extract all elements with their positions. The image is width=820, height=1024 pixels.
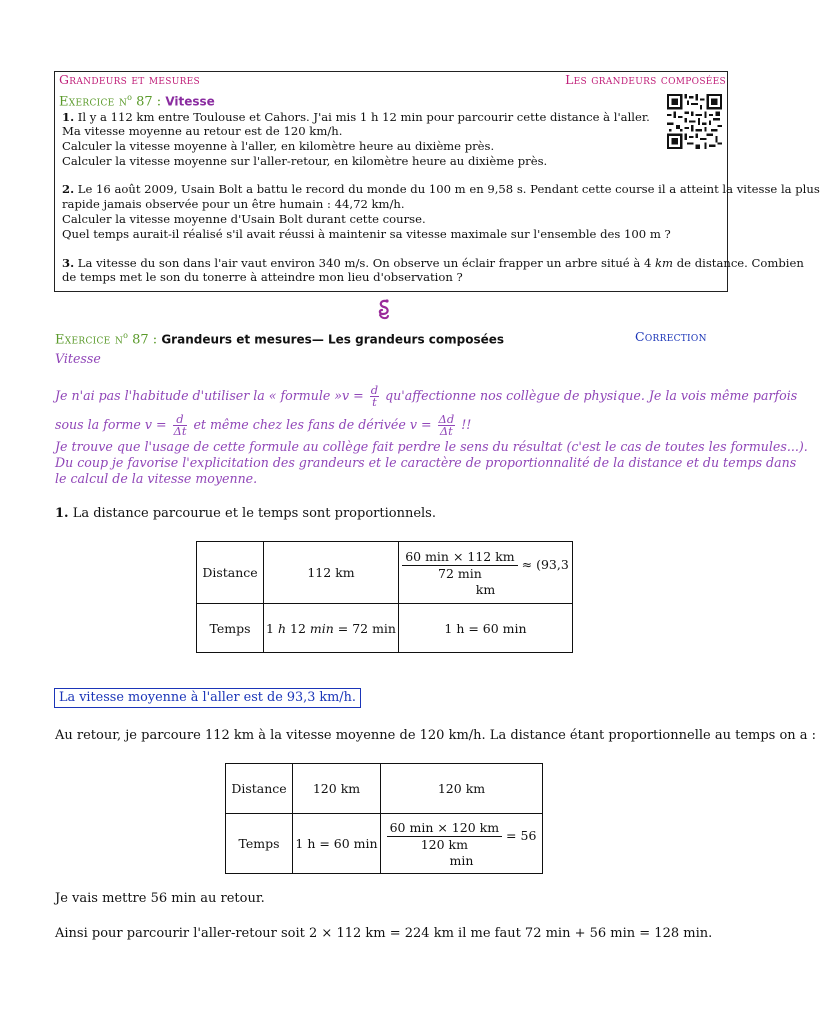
q3-km: km [655,256,674,270]
q3-text-b: de distance. Combien [673,256,804,270]
note1-fraction [370,385,379,408]
table1-row-temps [197,604,573,653]
table1-r2c1: Temps [197,604,264,653]
exercise-label: Exercice n [59,94,128,110]
note-line-1 [55,381,797,411]
note-line-3: Je trouve que l'usage de cette formule au collège fait perdre le sens du résultat (c'est le cas de toutes les formules...). [55,439,808,454]
exercise-number: 87 : [136,94,162,110]
note-line-5: le calcul de la vitesse moyenne. [55,471,258,486]
correction-subtitle: Vitesse [55,351,101,366]
final-result: Ainsi pour parcourir l'aller-retour soit 2 × 112 km = 224 km il me faut 72 min + 56 min = 128 min. [55,926,713,941]
swirl-ornament-icon [376,298,392,322]
note1-eq: = [349,388,368,403]
q3-text-a: La vitesse du son dans l'air vaut environ 340 m/s. On observe un éclair frapper un arbre situé à 4 [77,256,656,270]
table1-r1c3 [399,542,573,604]
qr-code-icon[interactable] [667,94,722,149]
answer-box: La vitesse moyenne à l'aller est de 93,3 km/h. [54,688,361,708]
q3-line-1 [62,257,804,270]
q2-text-1: Le 16 août 2009, Usain Bolt a battu le record du monde du 100 m en 9,58 s. Pendant cette course il a atteint la vitesse la plus [77,182,820,196]
table1-r2c2-b: 12 [286,620,310,636]
q1-line-2: Ma vitesse moyenne au retour est de 120 km/h. [62,124,343,138]
table1-frac-den: 72 min [438,565,482,581]
retour-text: Au retour, je parcoure 112 km à la vitesse moyenne de 120 km/h. La distance étant proportionnelle au temps on a : [55,728,817,743]
q1-line-1 [62,111,650,124]
q1-number: 1. [62,110,75,124]
table2-result: = 56 min [449,827,537,868]
note1-text-b: qu'affectionne nos collègue de physique. Je la vois même parfois [381,388,798,403]
table1-r1c1: Distance [197,542,264,604]
table1-r1c2: 112 km [264,542,399,604]
retour-result: Je vais mettre 56 min au retour. [55,891,265,906]
q2-line-4: Quel temps aurait-il réalisé s'il avait réussi à maintenir sa vitesse maximale sur l'ensemble des 100 m ? [62,227,671,241]
note2-text-b: et même chez les fans de dérivée [189,417,410,432]
correction-link[interactable]: Correction [635,329,707,344]
note1-text-a: Je n'ai pas l'habitude d'utiliser la « formule » [55,388,343,403]
exercise-title: Vitesse [165,94,215,109]
table2-row-distance [226,764,543,814]
exercise-heading [59,91,215,109]
table1-r2c2 [264,604,399,653]
table2-r2c2: 1 h = 60 min [293,814,381,874]
table2-r2c1: Temps [226,814,293,874]
q1-text-1: Il y a 112 km entre Toulouse et Cahors. J'ai mis 1 h 12 min pour parcourir cette distance à l'aller. [77,110,650,124]
table-retour [225,763,543,874]
step1-number: 1. [55,506,69,521]
table1-r2c2-c: = 72 min [333,620,396,636]
table2-frac-den: 120 km [420,836,468,852]
q3-line-2: de temps met le son du tonerre à atteindre mon lieu d'observation ? [62,270,463,284]
note1-frac-num: d [370,383,379,397]
table2-row-temps [226,814,543,874]
q1-line-3: Calculer la vitesse moyenne à l'aller, en kilomètre heure au dixième près. [62,139,495,153]
note2-text-a: sous la forme [55,417,145,432]
table1-r2c3: 1 h = 60 min [399,604,573,653]
note2-frac2-num: Δd [438,412,455,426]
table2-frac-num: 60 min × 120 km [387,820,502,837]
table2-r1c1: Distance [226,764,293,814]
table2-r2c3 [381,814,543,874]
header-right: Les grandeurs composées [565,72,726,87]
step1-text: La distance parcourue et le temps sont proportionnels. [68,506,436,521]
correction-exercise-number: 87 : [132,332,158,348]
note1-v: v [342,388,350,403]
table1-frac-num: 60 min × 112 km [402,549,517,566]
step1-line [55,506,436,522]
note-line-4: Du coup je favorise l'explicitation des grandeurs et le caractère de proportionnalité de la distance et du temps dans [55,455,797,470]
q2-line-1 [62,183,820,196]
table2-r1c2: 120 km [293,764,381,814]
note2-eq: = [151,417,171,432]
q2-line-2: rapide jamais observée pour un être humain : 44,72 km/h. [62,197,405,211]
q2-line-3: Calculer la vitesse moyenne d'Usain Bolt durant cette course. [62,212,426,226]
table1-approx: ≈ (93,3 km [475,556,569,597]
exercise-sup: o [127,93,132,102]
note2-text-c: !! [457,417,472,432]
q1-line-4: Calculer la vitesse moyenne sur l'aller-retour, en kilomètre heure au dixième près. [62,154,548,168]
note2-fraction-2 [438,414,456,437]
note-line-2 [55,410,471,440]
correction-title: Grandeurs et mesures— Les grandeurs composées [161,332,505,347]
note2-v2: v [409,417,417,432]
q2-number: 2. [62,182,75,196]
note1-frac-den: t [372,395,377,409]
table2-fraction [387,820,502,853]
table1-r2c2-h: h [277,620,287,636]
table2-r1c3: 120 km [381,764,543,814]
correction-exercise-label: Exercice n [55,332,124,348]
correction-exercise-sup: o [123,331,128,340]
header-left: Grandeurs et mesures [59,72,201,87]
table1-row-distance [197,542,573,604]
note2-frac-den: Δt [173,424,187,438]
table-aller [196,541,573,653]
table1-r2c2-a: 1 [266,620,278,636]
q3-number: 3. [62,256,75,270]
table1-r2c2-min: min [309,620,334,636]
note2-eq2: = [416,417,436,432]
note2-frac-num: d [173,414,188,426]
table1-fraction [402,549,517,582]
note2-frac2-den: Δt [439,424,453,438]
note2-fraction [173,414,188,437]
note2-v: v [144,417,152,432]
correction-heading [55,329,504,347]
